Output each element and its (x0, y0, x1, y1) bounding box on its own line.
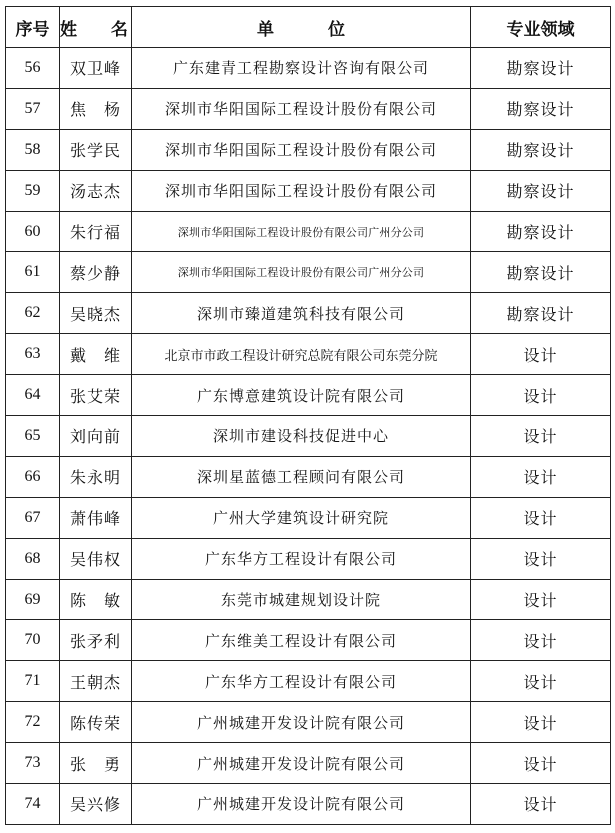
table-row (6, 579, 611, 620)
serial-number-cell: 65 (6, 416, 60, 457)
field-cell: 勘察设计 (471, 170, 611, 211)
name-cell: 汤志杰 (60, 170, 132, 211)
name-cell: 焦 杨 (60, 88, 132, 129)
header-unit-label: 单 位 (257, 19, 369, 40)
serial-number-cell: 73 (6, 743, 60, 784)
table-row (6, 620, 611, 661)
name-cell: 张矛利 (60, 620, 132, 661)
field-cell: 勘察设计 (471, 88, 611, 129)
unit-cell: 广东华方工程设计有限公司 (132, 538, 471, 579)
serial-number-cell: 62 (6, 293, 60, 334)
unit-cell: 广东建青工程勘察设计咨询有限公司 (132, 48, 471, 89)
unit-cell: 深圳市华阳国际工程设计股份有限公司 (132, 88, 471, 129)
unit-cell: 深圳市臻道建筑科技有限公司 (132, 293, 471, 334)
name-cell: 蔡少静 (60, 252, 132, 293)
name-cell: 吴兴修 (60, 784, 132, 825)
field-cell: 设计 (471, 375, 611, 416)
table-row (6, 743, 611, 784)
table-row (6, 702, 611, 743)
field-cell: 设计 (471, 538, 611, 579)
field-cell: 设计 (471, 784, 611, 825)
serial-number-cell: 59 (6, 170, 60, 211)
field-cell: 设计 (471, 456, 611, 497)
header-field: 专业领域 (471, 7, 611, 48)
name-cell: 朱行福 (60, 211, 132, 252)
name-cell: 萧伟峰 (60, 497, 132, 538)
field-cell: 设计 (471, 743, 611, 784)
name-cell: 刘向前 (60, 416, 132, 457)
field-cell: 勘察设计 (471, 129, 611, 170)
name-cell: 王朝杰 (60, 661, 132, 702)
table-row (6, 661, 611, 702)
unit-cell: 广州城建开发设计院有限公司 (132, 743, 471, 784)
unit-cell: 广州大学建筑设计研究院 (132, 497, 471, 538)
field-cell: 勘察设计 (471, 252, 611, 293)
serial-number-cell: 57 (6, 88, 60, 129)
table-row (6, 416, 611, 457)
unit-cell: 广东博意建筑设计院有限公司 (132, 375, 471, 416)
field-cell: 设计 (471, 416, 611, 457)
serial-number-cell: 71 (6, 661, 60, 702)
serial-number-cell: 72 (6, 702, 60, 743)
unit-cell: 东莞市城建规划设计院 (132, 579, 471, 620)
table-row (6, 538, 611, 579)
field-cell: 设计 (471, 497, 611, 538)
table-header (6, 7, 611, 48)
name-cell: 张 勇 (60, 743, 132, 784)
serial-number-cell: 60 (6, 211, 60, 252)
serial-number-cell: 68 (6, 538, 60, 579)
field-cell: 勘察设计 (471, 211, 611, 252)
serial-number-cell: 56 (6, 48, 60, 89)
unit-cell: 深圳市华阳国际工程设计股份有限公司 (132, 129, 471, 170)
header-unit (132, 7, 471, 48)
field-cell: 设计 (471, 661, 611, 702)
serial-number-cell: 58 (6, 129, 60, 170)
serial-number-cell: 66 (6, 456, 60, 497)
table-row (6, 252, 611, 293)
expert-roster-table (5, 6, 611, 825)
serial-number-cell: 69 (6, 579, 60, 620)
name-cell: 张学民 (60, 129, 132, 170)
serial-number-cell: 61 (6, 252, 60, 293)
unit-cell: 广州城建开发设计院有限公司 (132, 702, 471, 743)
name-cell: 张艾荣 (60, 375, 132, 416)
table-row (6, 784, 611, 825)
header-name: 姓 名 (60, 7, 132, 48)
field-cell: 设计 (471, 702, 611, 743)
unit-cell: 北京市市政工程设计研究总院有限公司东莞分院 (132, 334, 471, 375)
name-cell: 朱永明 (60, 456, 132, 497)
header-row (6, 7, 611, 48)
name-cell: 戴 维 (60, 334, 132, 375)
unit-cell: 广东华方工程设计有限公司 (132, 661, 471, 702)
name-cell: 吴晓杰 (60, 293, 132, 334)
field-cell: 设计 (471, 334, 611, 375)
serial-number-cell: 70 (6, 620, 60, 661)
unit-cell: 广东维美工程设计有限公司 (132, 620, 471, 661)
table-body (6, 48, 611, 825)
unit-cell: 广州城建开发设计院有限公司 (132, 784, 471, 825)
name-cell: 吴伟权 (60, 538, 132, 579)
serial-number-cell: 63 (6, 334, 60, 375)
unit-cell: 深圳市建设科技促进中心 (132, 416, 471, 457)
field-cell: 设计 (471, 579, 611, 620)
table-row (6, 293, 611, 334)
header-serial-number: 序号 (6, 7, 60, 48)
table-row (6, 456, 611, 497)
field-cell: 设计 (471, 620, 611, 661)
serial-number-cell: 74 (6, 784, 60, 825)
name-cell: 双卫峰 (60, 48, 132, 89)
unit-cell: 深圳市华阳国际工程设计股份有限公司广州分公司 (132, 211, 471, 252)
table-row (6, 88, 611, 129)
field-cell: 勘察设计 (471, 48, 611, 89)
unit-cell: 深圳市华阳国际工程设计股份有限公司广州分公司 (132, 252, 471, 293)
field-cell: 勘察设计 (471, 293, 611, 334)
name-cell: 陈 敏 (60, 579, 132, 620)
table-row (6, 48, 611, 89)
table-row (6, 497, 611, 538)
unit-cell: 深圳市华阳国际工程设计股份有限公司 (132, 170, 471, 211)
table-row (6, 211, 611, 252)
unit-cell: 深圳星蓝德工程顾问有限公司 (132, 456, 471, 497)
serial-number-cell: 64 (6, 375, 60, 416)
table-row (6, 375, 611, 416)
serial-number-cell: 67 (6, 497, 60, 538)
table-row (6, 129, 611, 170)
table-row (6, 170, 611, 211)
table-row (6, 334, 611, 375)
name-cell: 陈传荣 (60, 702, 132, 743)
